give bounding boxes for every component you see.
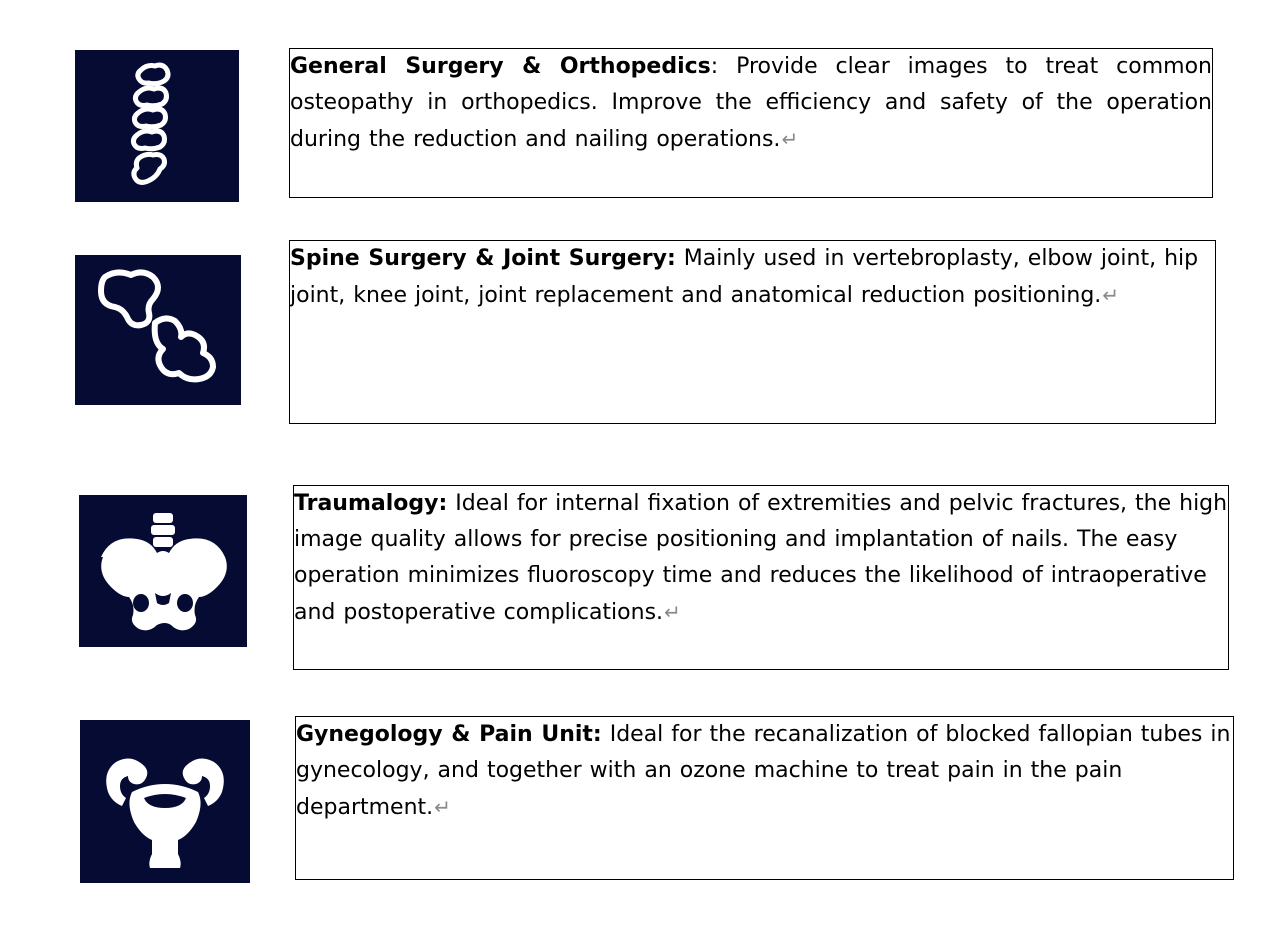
section-body: Mainly used in vertebroplasty, elbow joint, hip joint, knee joint, joint replacement and anatomical reduction positioning. <box>290 246 1199 308</box>
section-paragraph <box>294 486 1228 631</box>
section-text-box <box>289 240 1216 424</box>
section-paragraph <box>290 241 1215 314</box>
uterus-icon <box>80 720 250 883</box>
section-paragraph <box>296 717 1233 826</box>
paragraph-mark-icon: ↵ <box>664 600 681 624</box>
section-text-box <box>293 485 1229 670</box>
section-heading: General Surgery & Orthopedics <box>290 54 711 79</box>
uterus-graphic <box>80 720 250 883</box>
paragraph-mark-icon: ↵ <box>781 127 799 151</box>
paragraph-mark-icon: ↵ <box>434 795 451 819</box>
paragraph-mark-icon: ↵ <box>1102 283 1120 307</box>
section-heading: Traumalogy: <box>294 491 448 516</box>
section-body: : Provide clear images to treat common osteopathy in orthopedics. Improve the efficiency and safety of the operation during the reduction and nailing operations. <box>290 54 1212 152</box>
section-heading: Gynegology & Pain Unit: <box>296 722 602 747</box>
pelvis-icon <box>79 495 247 647</box>
section-paragraph <box>290 49 1212 158</box>
section-text-box <box>289 48 1213 198</box>
joint-bones-graphic <box>75 255 241 405</box>
joint-bones-icon <box>75 255 241 405</box>
section-heading: Spine Surgery & Joint Surgery: <box>290 246 676 271</box>
section-body: Ideal for the recanalization of blocked fallopian tubes in gynecology, and together with an ozone machine to treat pain in the pain department. <box>296 722 1231 820</box>
section-body: Ideal for internal fixation of extremities and pelvic fractures, the high image quality allows for precise positioning and implantation of nails. The easy operation minimizes fluoroscopy time and reduces the likelihood of intraoperative and postoperative complications. <box>294 491 1228 625</box>
section-text-box <box>295 716 1234 880</box>
vertebrae-stack-graphic <box>75 50 239 202</box>
vertebrae-stack-icon <box>75 50 239 202</box>
pelvis-graphic <box>79 495 247 647</box>
